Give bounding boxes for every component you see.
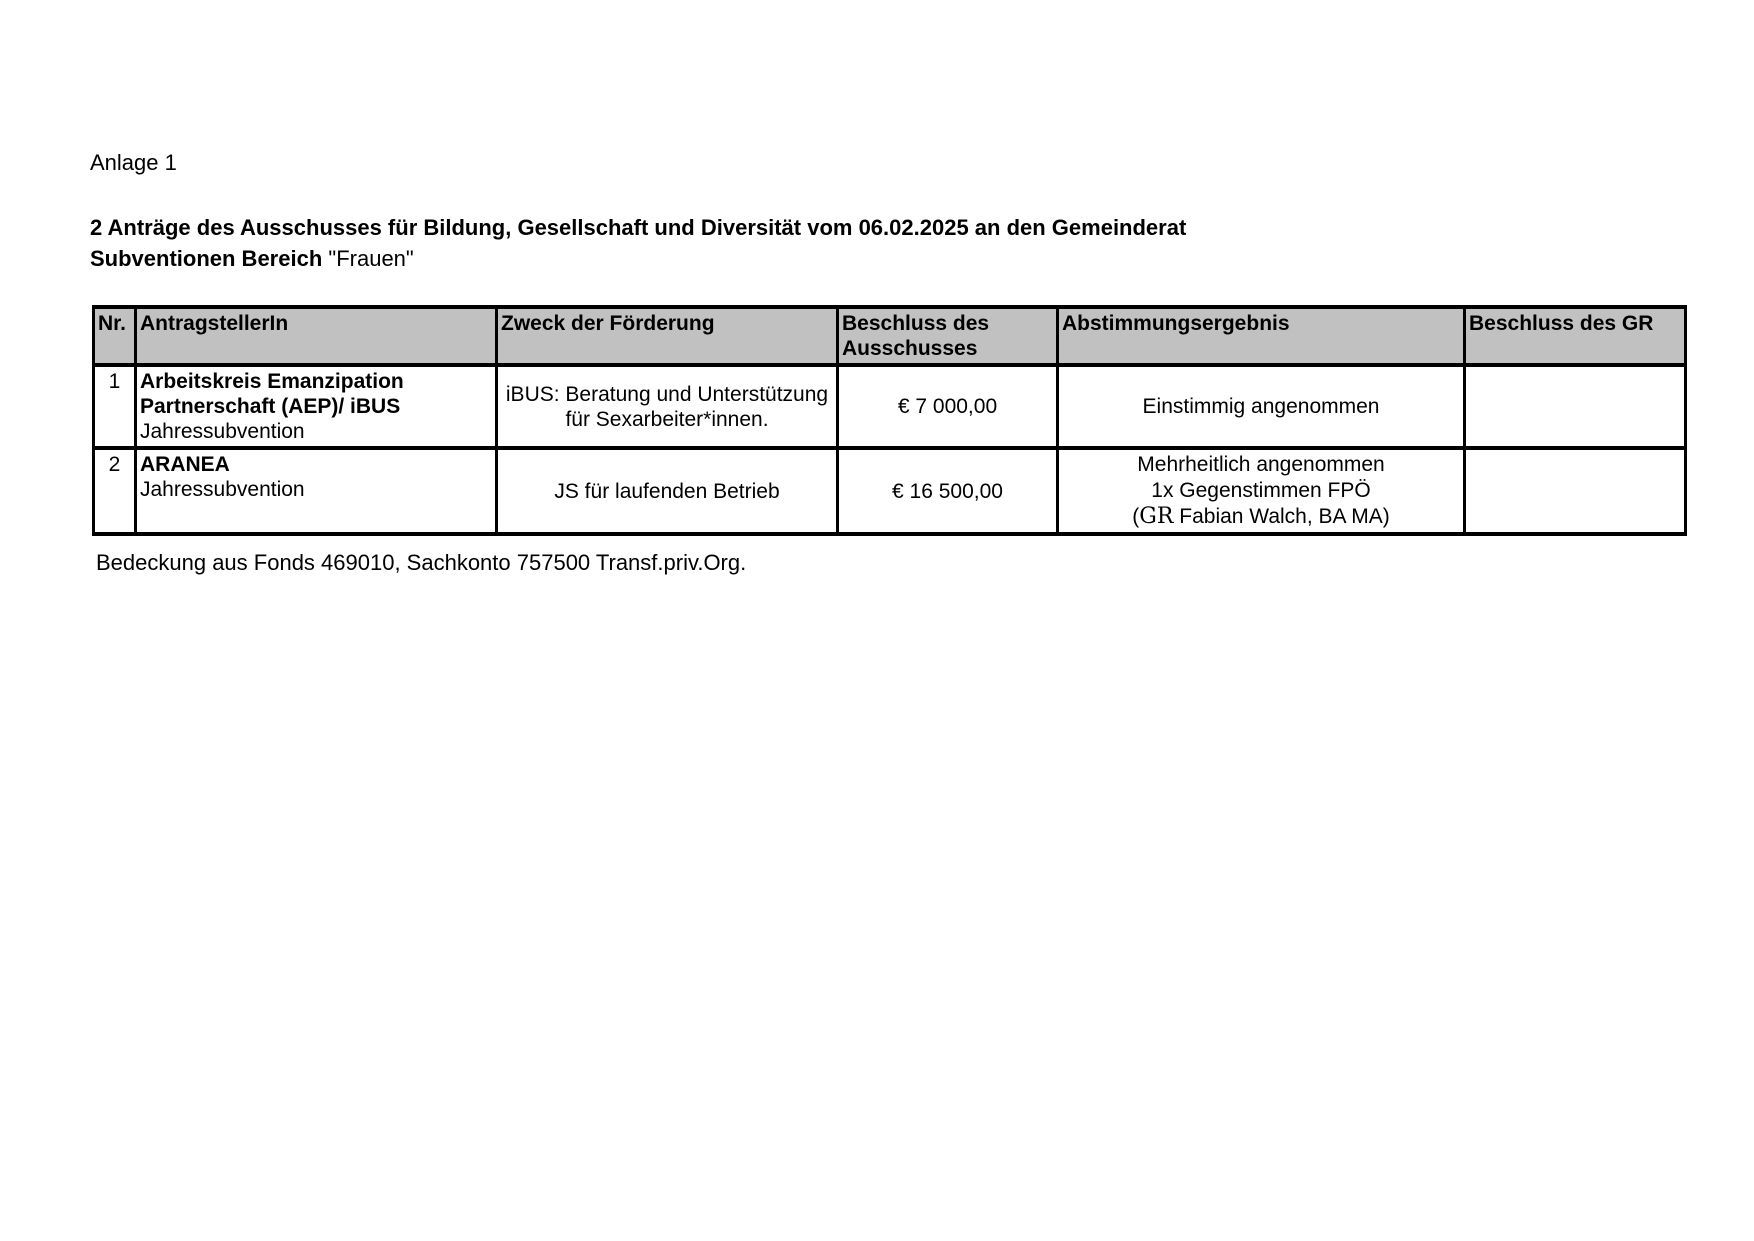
- cell-committee-decision: € 7 000,00: [838, 365, 1058, 448]
- cell-applicant: [136, 448, 497, 534]
- funding-note: Bedeckung aus Fonds 469010, Sachkonto 757500 Transf.priv.Org.: [96, 550, 747, 575]
- subsidy-table-body: [94, 365, 1686, 534]
- gr-abbreviation: GR: [1139, 504, 1174, 529]
- col-header-purpose: Zweck der Förderung: [497, 307, 838, 365]
- col-header-committee-decision: Beschluss des Ausschusses: [838, 307, 1058, 365]
- title-line-2: [90, 243, 1186, 274]
- col-header-gr-decision: Beschluss des GR: [1465, 307, 1686, 365]
- applicant-subsidy-type: Jahressubvention: [140, 420, 305, 443]
- document-title: [90, 212, 1186, 274]
- title-line-2-bold: Subventionen Bereich: [90, 246, 323, 271]
- applicant-name: ARANEA: [140, 453, 230, 476]
- annex-label: Anlage 1: [90, 150, 177, 175]
- applicant-name: Arbeitskreis Emanzipation Partnerschaft (AEP)/ iBUS: [140, 370, 404, 418]
- table-row: [94, 448, 1686, 534]
- cell-applicant: [136, 365, 497, 448]
- col-header-nr: Nr.: [94, 307, 136, 365]
- applicant-subsidy-type: Jahressubvention: [140, 478, 305, 501]
- col-header-vote-result: Abstimmungsergebnis: [1058, 307, 1465, 365]
- title-line-1: 2 Anträge des Ausschusses für Bildung, Gesellschaft und Diversität vom 06.02.2025 an den Gemeinderat: [90, 215, 1187, 240]
- subsidy-table-header: [94, 307, 1686, 365]
- cell-nr: 1: [94, 365, 136, 448]
- cell-vote-result: Mehrheitlich angenommen 1x Gegenstimmen FPÖ (GR Fabian Walch, BA MA): [1058, 448, 1465, 534]
- col-header-applicant: AntragstellerIn: [136, 307, 497, 365]
- table-row: [94, 365, 1686, 448]
- cell-gr-decision: [1465, 365, 1686, 448]
- cell-committee-decision: € 16 500,00: [838, 448, 1058, 534]
- cell-vote-result: Einstimmig angenommen: [1058, 365, 1465, 448]
- cell-nr: 2: [94, 448, 136, 534]
- cell-purpose: iBUS: Beratung und Unterstützung für Sexarbeiter*innen.: [497, 365, 838, 448]
- title-line-2-regular: "Frauen": [322, 246, 414, 271]
- cell-gr-decision: [1465, 448, 1686, 534]
- cell-purpose: JS für laufenden Betrieb: [497, 448, 838, 534]
- subsidy-table: [92, 305, 1687, 536]
- header-row: [94, 307, 1686, 365]
